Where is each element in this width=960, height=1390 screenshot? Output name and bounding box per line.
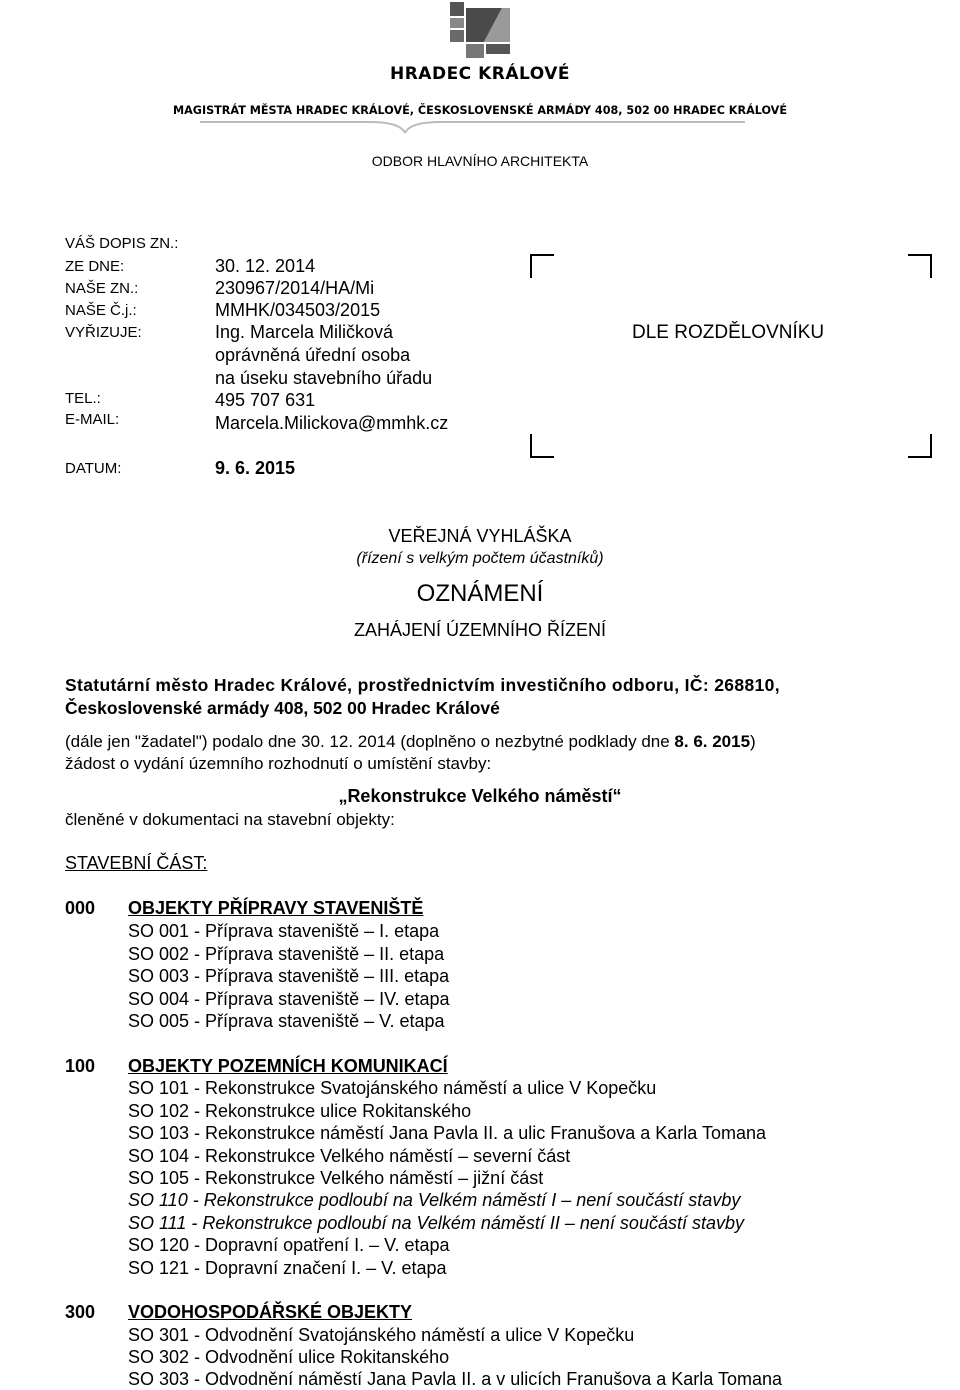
list-item: SO 001 - Příprava staveniště – I. etapa: [128, 921, 440, 941]
section-title: STAVEBNÍ ČÁST:: [65, 853, 208, 873]
list-item: SO 110 - Rekonstrukce podloubí na Velkém náměstí I – není součástí stavby: [128, 1190, 741, 1210]
recipient: DLE ROZDĚLOVNÍKU: [632, 322, 825, 343]
email-value: Marcela.Milickova@mmhk.cz: [215, 413, 449, 433]
handler-role-1: oprávněná úřední osoba: [215, 345, 411, 365]
list-item: SO 105 - Rekonstrukce Velkého náměstí – jižní část: [128, 1168, 544, 1188]
paragraph-request: žádost o vydání územního rozhodnutí o umístění stavby:: [65, 754, 492, 773]
city-logo-icon: [440, 2, 520, 60]
list-item: SO 302 - Odvodnění ulice Rokitanského: [128, 1347, 450, 1367]
group-number-100: 100: [65, 1056, 96, 1076]
group-title-300: VODOHOSPODÁŘSKÉ OBJEKTY: [128, 1302, 413, 1322]
date-label: ZE DNE:: [65, 258, 125, 275]
list-item: SO 120 - Dopravní opatření I. – V. etapa: [128, 1235, 450, 1255]
list-item: SO 104 - Rekonstrukce Velkého náměstí – severní část: [128, 1146, 571, 1166]
address-corner-bottom-right: [908, 434, 932, 458]
handler-label: VYŘIZUJE:: [65, 324, 142, 341]
list-item: SO 004 - Příprava staveniště – IV. etapa: [128, 989, 450, 1009]
doc-title-procedure: ZAHÁJENÍ ÚZEMNÍHO ŘÍZENÍ: [353, 620, 606, 640]
list-item: SO 101 - Rekonstrukce Svatojánského náměstí a ulice V Kopečku: [128, 1078, 657, 1098]
paragraph-filing: (dále jen "žadatel") podalo dne 30. 12. 2014 (doplněno o nezbytné podklady dne 8. 6. 2015): [65, 732, 756, 751]
your-ref-label: VÁŠ DOPIS ZN.:: [65, 235, 179, 252]
department-name: ODBOR HLAVNÍHO ARCHITEKTA: [371, 153, 589, 169]
datum-label: DATUM:: [65, 460, 122, 477]
our-no-value: MMHK/034503/2015: [215, 300, 381, 320]
group-number-300: 300: [65, 1302, 96, 1322]
address-corner-bottom-left: [530, 434, 554, 458]
group-number-000: 000: [65, 898, 96, 918]
office-address-line: MAGISTRÁT MĚSTA HRADEC KRÁLOVÉ, ČESKOSLOVENSKÉ ARMÁDY 408, 502 00 HRADEC KRÁLOVÉ: [172, 104, 787, 117]
handler-role-2: na úseku stavebního úřadu: [215, 368, 433, 388]
handler-name: Ing. Marcela Miličková: [215, 322, 394, 342]
tel-label: TEL.:: [65, 390, 101, 407]
applicant-line-2: Československé armády 408, 502 00 Hradec Králové: [65, 698, 500, 718]
list-item: SO 111 - Rekonstrukce podloubí na Velkém náměstí II – není součástí stavby: [128, 1213, 744, 1233]
project-name: „Rekonstrukce Velkého náměstí“: [338, 786, 622, 806]
datum-value: 9. 6. 2015: [215, 458, 296, 478]
group-title-000: OBJEKTY PŘÍPRAVY STAVENIŠTĚ: [128, 898, 424, 918]
list-item: SO 102 - Rekonstrukce ulice Rokitanského: [128, 1101, 472, 1121]
doc-title-public-notice: VEŘEJNÁ VYHLÁŠKA: [388, 526, 572, 546]
list-item: SO 005 - Příprava staveniště – V. etapa: [128, 1011, 445, 1031]
doc-title-subtitle: (řízení s velkým počtem účastníků): [356, 550, 604, 567]
tel-value: 495 707 631: [215, 390, 316, 410]
list-item: SO 121 - Dopravní značení I. – V. etapa: [128, 1258, 447, 1278]
list-item: SO 303 - Odvodnění náměstí Jana Pavla II. a v ulicích Franušova a Karla Tomana: [128, 1369, 783, 1389]
our-ref-value: 230967/2014/HA/Mi: [215, 278, 375, 298]
city-name: HRADEC KRÁLOVÉ: [389, 64, 570, 84]
our-ref-label: NAŠE ZN.:: [65, 280, 139, 297]
our-no-label: NAŠE Č.j.:: [65, 302, 137, 319]
address-corner-top-left: [530, 254, 554, 278]
applicant-line-1: Statutární město Hradec Králové, prostřednictvím investičního odboru, IČ: 268810,: [65, 675, 780, 695]
address-corner-top-right: [908, 254, 932, 278]
email-label: E-MAIL:: [65, 411, 120, 428]
list-item: SO 002 - Příprava staveniště – II. etapa: [128, 944, 445, 964]
list-item: SO 003 - Příprava staveniště – III. etapa: [128, 966, 450, 986]
doc-title-announcement: OZNÁMENÍ: [416, 580, 544, 607]
list-item: SO 103 - Rekonstrukce náměstí Jana Pavla II. a ulic Franušova a Karla Tomana: [128, 1123, 766, 1143]
list-item: SO 301 - Odvodnění Svatojánského náměstí a ulice V Kopečku: [128, 1325, 635, 1345]
group-title-100: OBJEKTY POZEMNÍCH KOMUNIKACÍ: [128, 1056, 448, 1076]
header-divider: [200, 118, 745, 134]
paragraph-division: členěné v dokumentaci na stavební objekty:: [65, 810, 395, 829]
date-value: 30. 12. 2014: [215, 256, 316, 276]
